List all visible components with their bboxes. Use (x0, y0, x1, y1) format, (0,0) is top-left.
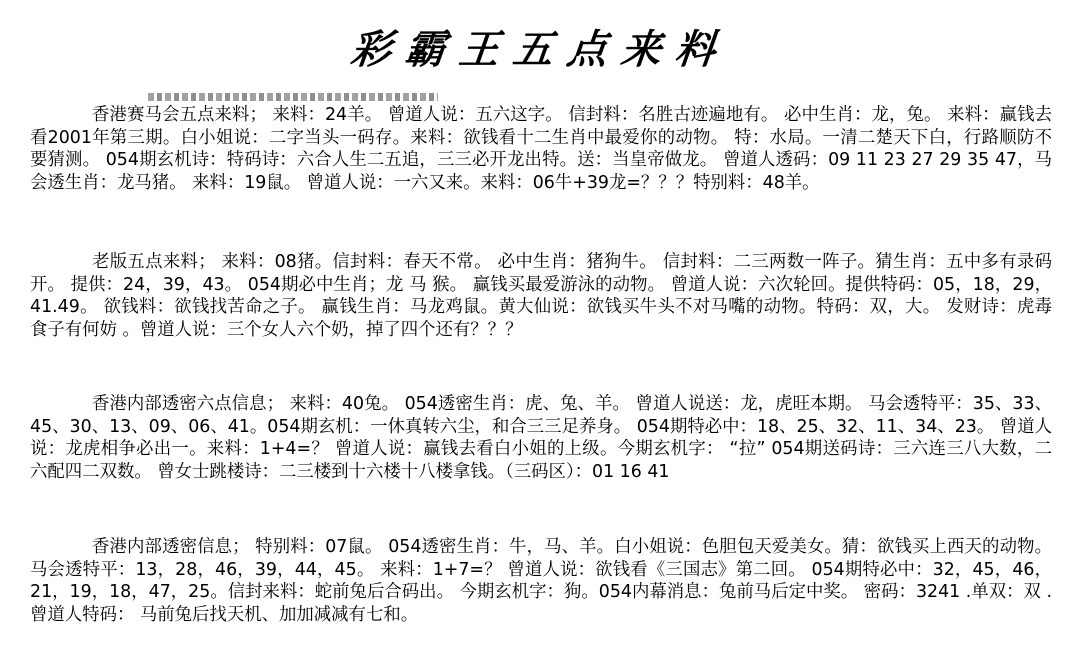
page-title: 彩霸王五点来料 (348, 26, 732, 73)
paragraph-hk-internal-six: 香港内部透密六点信息； 来料：40兔。 054透密生肖：虎、兔、羊。 曾道人说送：龙，虎旺本期。 马会透特平：35、33、45、30、13、09、06、41。054期玄机：一休真转六尘，和合三三足养身。 054期特必中：18、25、32、11、34、23。 曾道人说：龙虎相争必出一。来料：1+4=？ 曾道人说：赢钱去看白小姐的上级。今期玄机字： “拉” 054期送码诗：三六连三八大数，二六配四二双数。 曾女士跳楼诗：二三楼到十六楼十八楼拿钱。（三码区）：01 16 41 (30, 394, 1052, 482)
scan-artifact-line (148, 93, 438, 101)
paragraph-hk-jockey-club: 香港赛马会五点来料； 来料：24羊。 曾道人说：五六这字。 信封料：名胜古迹遍地有。 必中生肖：龙，兔。 来料：赢钱去看2001年第三期。白小姐说：二字当头一码存。来料：欲钱看十二生肖中最爱你的动物。 特：水局。一清二楚天下白，行路顺防不要猜测。 054期玄机诗：特码诗：六合人生二五追，三三必开龙出特。送：当皇帝做龙。 曾道人透码：09 11 23 27 29 35 47，马会透生肖：龙马猪。 来料：19鼠。 曾道人说：一六又来。来料：06牛+39龙=？？？特别料：48羊。 (30, 105, 1052, 193)
paragraph-old-version: 老版五点来料； 来料：08猪。信封料：春天不常。 必中生肖：猪狗牛。 信封料：二三两数一阵子。猜生肖：五中多有录码开。 提供：24，39，43。 054期必中生肖；龙 马 猴。 赢钱买最爱游泳的动物。 曾道人说：六次轮回。提供特码：05，18，29，41.49。 欲钱料：欲钱找苦命之子。 赢钱生肖：马龙鸡鼠。黄大仙说：欲钱买牛头不对马嘴的动物。特码：双，大。 发财诗：虎毒食子有何妨 。曾道人说：三个女人六个奶，掉了四个还有？？？ (30, 252, 1052, 340)
paragraph-hk-internal-secret: 香港内部透密信息； 特别料：07鼠。 054透密生肖：牛，马、羊。白小姐说：色胆包天爱美女。猜：欲钱买上西天的动物。 马会透特平：13，28，46，39，44，45。 来料：1+7=？ 曾道人说：欲钱看《三国志》第二回。 054期特必中：32，45，46，21，19，18，47，25。信封来料：蛇前兔后合码出。 今期玄机字：狗。054内幕消息：兔前马后定中奖。 密码：3241 .单双：双 . 曾道人特码： 马前兔后找天机、加加减减有七和。 (30, 537, 1052, 625)
